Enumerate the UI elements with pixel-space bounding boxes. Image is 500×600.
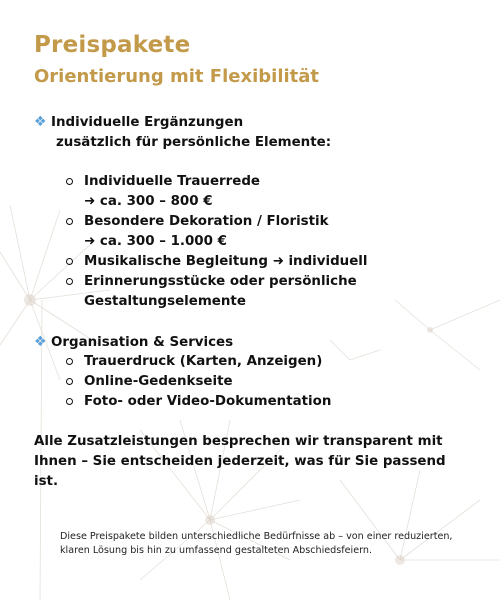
circle-bullet-icon: [66, 358, 73, 365]
summary-text: Alle Zusatzleistungen besprechen wir transparent mit Ihnen – Sie entscheiden jederzeit, was für Sie passend ist.: [34, 434, 446, 489]
list-item: [64, 392, 331, 412]
diamond-icon: ❖: [34, 114, 47, 130]
list-item: [64, 172, 367, 212]
list-item-continuation: Gestaltungselemente: [84, 294, 246, 309]
list-item-price: ➜ ca. 300 – 800 €: [84, 194, 213, 209]
list-item-label: Erinnerungsstücke oder persönliche: [84, 274, 357, 289]
list-item-label: Besondere Dekoration / Floristik: [84, 214, 329, 229]
diamond-icon: ❖: [34, 334, 47, 350]
list-item-price: ➜ ca. 300 – 1.000 €: [84, 234, 227, 249]
list-item: [64, 252, 367, 272]
circle-bullet-icon: [66, 218, 73, 225]
individual-additions-list: [64, 172, 367, 312]
section-heading: Organisation & Services: [51, 335, 234, 350]
circle-bullet-icon: [66, 398, 73, 405]
list-item: [64, 212, 367, 252]
list-item: [64, 352, 331, 372]
footnote-text: Diese Preispakete bilden unterschiedliche Bedürfnisse ab – von einer reduzierten, klaren Lösung bis hin zu umfassend gestalteten Abschiedsfeiern.: [60, 531, 453, 556]
circle-bullet-icon: [66, 378, 73, 385]
list-item-label: Individuelle Trauerrede: [84, 174, 261, 189]
organisation-services-list: [64, 352, 331, 412]
section-heading: Individuelle Ergänzungen: [51, 115, 244, 130]
circle-bullet-icon: [66, 258, 73, 265]
circle-bullet-icon: [66, 278, 73, 285]
section-subheading: zusätzlich für persönliche Elemente:: [56, 135, 332, 150]
list-item-label: Trauerdruck (Karten, Anzeigen): [84, 354, 323, 369]
section-organisation-services: [34, 332, 233, 353]
circle-bullet-icon: [66, 178, 73, 185]
list-item-label: Foto- oder Video-Dokumentation: [84, 394, 332, 409]
section-individual-additions: [34, 112, 331, 153]
list-item: [64, 272, 367, 312]
list-item-label: Musikalische Begleitung ➜ individuell: [84, 254, 368, 269]
page-title: Preispakete: [34, 32, 191, 58]
list-item: [64, 372, 331, 392]
page-subtitle: Orientierung mit Flexibilität: [34, 66, 320, 87]
list-item-label: Online-Gedenkseite: [84, 374, 233, 389]
